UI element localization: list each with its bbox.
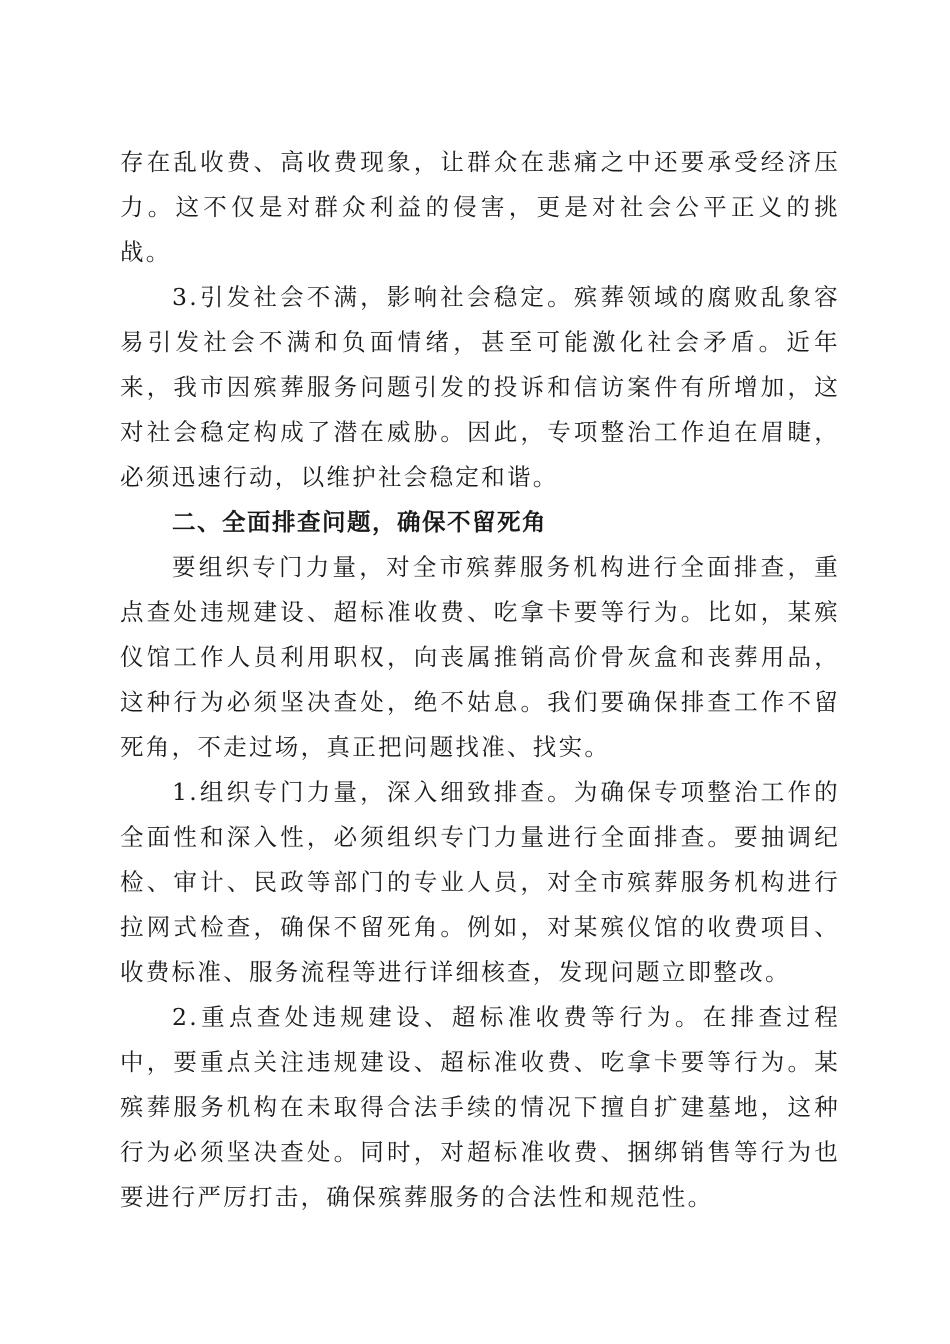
paragraph-section-intro: 要组织专门力量，对全市殡葬服务机构进行全面排查，重点查处违规建设、超标准收费、吃拿卡要等行为。比如，某殡仪馆工作人员利用职权，向丧属推销高价骨灰盒和丧葬用品，这种行为必须坚决查处，绝不姑息。我们要确保排查工作不留死角，不走过场，真正把问题找准、找实。 bbox=[120, 553, 840, 761]
section-heading-2: 二、全面排查问题，确保不留死角 bbox=[172, 508, 547, 536]
paragraph-point-1: 1.组织专门力量，深入细致排查。为确保专项整治工作的全面性和深入性，必须组织专门力量进行全面排查。要抽调纪检、审计、民政等部门的专业人员，对全市殡葬服务机构进行拉网式检查，确保不留死角。例如，对某殡仪馆的收费项目、收费标准、服务流程等进行详细核查，发现问题立即整改。 bbox=[120, 778, 840, 986]
paragraph-continuation: 存在乱收费、高收费现象，让群众在悲痛之中还要承受经济压力。这不仅是对群众利益的侵害，更是对社会公平正义的挑战。 bbox=[120, 148, 840, 266]
document-body bbox=[120, 140, 840, 1220]
paragraph-point-2: 2.重点查处违规建设、超标准收费等行为。在排查过程中，要重点关注违规建设、超标准收费、吃拿卡要等行为。某殡葬服务机构在未取得合法手续的情况下擅自扩建墓地，这种行为必须坚决查处。同时，对超标准收费、捆绑销售等行为也要进行严厉打击，确保殡葬服务的合法性和规范性。 bbox=[120, 1003, 840, 1211]
paragraph-point-3: 3.引发社会不满，影响社会稳定。殡葬领域的腐败乱象容易引发社会不满和负面情绪，甚至可能激化社会矛盾。近年来，我市因殡葬服务问题引发的投诉和信访案件有所增加，这对社会稳定构成了潜在威胁。因此，专项整治工作迫在眉睫，必须迅速行动，以维护社会稳定和谐。 bbox=[120, 283, 840, 491]
